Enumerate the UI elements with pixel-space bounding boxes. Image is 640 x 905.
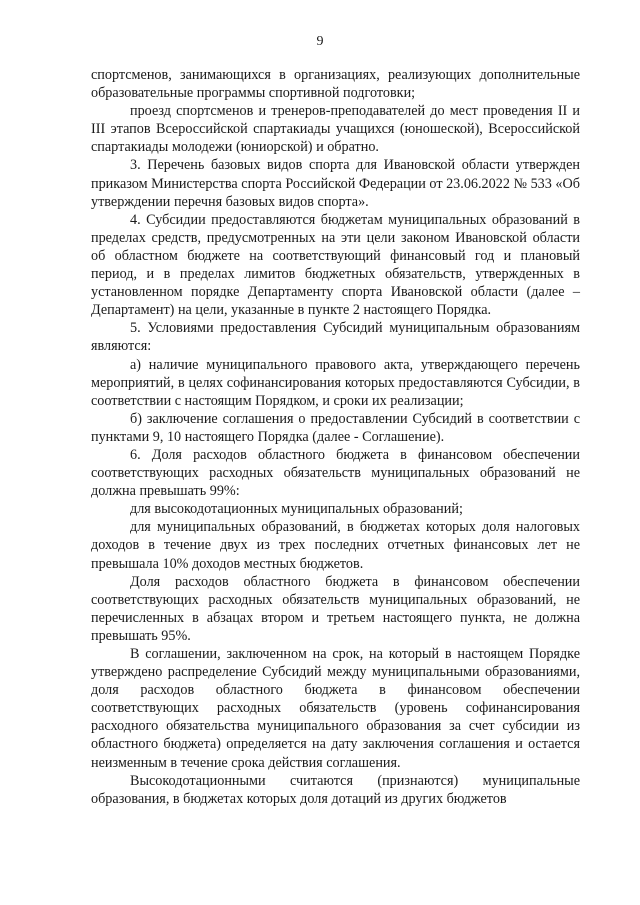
page-number: 9: [316, 34, 324, 49]
paragraph: для муниципальных образований, в бюджетах которых доля налоговых доходов в течение двух из трех последних отчетных финансовых лет не превышала 10% доходов местных бюджетов.: [91, 519, 580, 572]
paragraph: 3. Перечень базовых видов спорта для Ивановской области утвержден приказом Министерства спорта Российской Федерации от 23.06.2022 № 533 «Об утверждении перечня базовых видов спорта».: [91, 157, 580, 210]
body-text: [91, 66, 580, 808]
paragraph: спортсменов, занимающихся в организациях, реализующих дополнительные образовательные программы спортивной подготовки;: [91, 67, 580, 102]
paragraph: а) наличие муниципального правового акта, утверждающего перечень мероприятий, в целях софинансирования которых предоставляются Субсидии, в соответствии с настоящим Порядком, и сроки их реализации;: [91, 356, 580, 409]
paragraph: В соглашении, заключенном на срок, на который в настоящем Порядке утверждено распределение Субсидий между муниципальными образованиями, доля расходов областного бюджета в финансовом обеспечении соответствующих расходных обязательств (уровень софинансирования расходного обязательства муниципального образования за счет субсидии из областного бюджета) определяется на дату заключения соглашения и остается неизменным в течение срока действия соглашения.: [91, 646, 580, 771]
paragraph: Доля расходов областного бюджета в финансовом обеспечении соответствующих расходных обязательств муниципальных образований, не перечисленных в абзацах втором и третьем настоящего пункта, не должна превышать 95%.: [91, 573, 580, 644]
paragraph: б) заключение соглашения о предоставлении Субсидий в соответствии с пунктами 9, 10 настоящего Порядка (далее - Соглашение).: [91, 410, 580, 445]
paragraph: Высокодотационными считаются (признаются) муниципальные образования, в бюджетах которых доля дотаций из других бюджетов: [91, 772, 580, 807]
paragraph: 5. Условиями предоставления Субсидий муниципальным образованиям являются:: [91, 320, 580, 355]
paragraph: для высокодотационных муниципальных образований;: [130, 501, 463, 518]
paragraph: 4. Субсидии предоставляются бюджетам муниципальных образований в пределах средств, предусмотренных на эти цели законом Ивановской области об областном бюджете на соответствующий финансовый год и плановый период, и в пределах лимитов бюджетных обязательств, утвержденных в установленном порядке Департаменту спорта Ивановской области (далее – Департамент) на цели, указанные в пункте 2 настоящего Порядка.: [91, 211, 580, 319]
paragraph: проезд спортсменов и тренеров-преподавателей до мест проведения II и III этапов Всероссийской спартакиады учащихся (юношеской), Всероссийской спартакиады молодежи (юниорской) и обратно.: [91, 103, 580, 156]
paragraph: 6. Доля расходов областного бюджета в финансовом обеспечении соответствующих расходных обязательств муниципальных образований не должна превышать 99%:: [91, 446, 580, 500]
